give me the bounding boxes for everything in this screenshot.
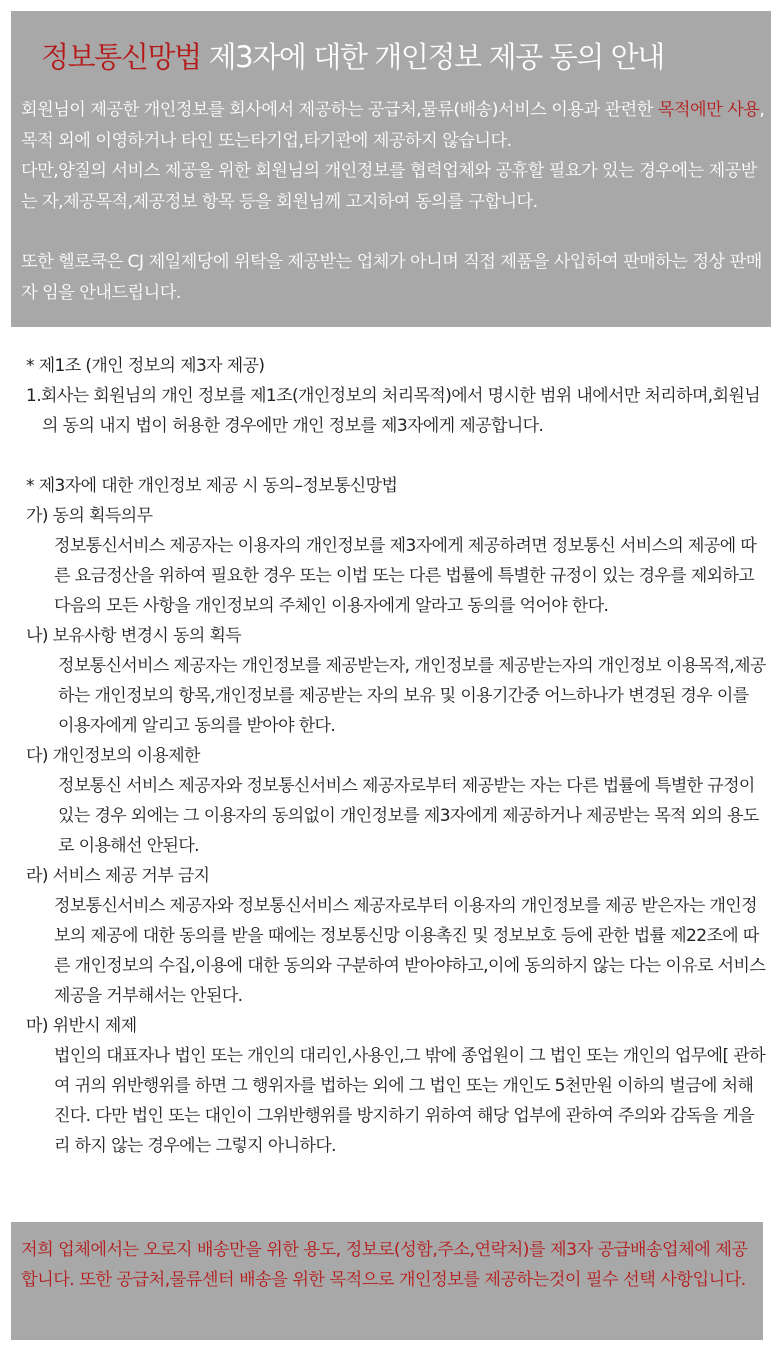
header-paragraph-1 (21, 95, 769, 156)
consent-item-text: 법인의 대표자나 법인 또는 개인의 대리인,사용인,그 밖에 종업원이 그 법인 또는 개인의 업무에[ 관하여 귀의 위반행위를 하면 그 행위자를 법하는 외에 그 법인 또는 개인도 5천만원 이하의 벌금에 처해진다. 다만 법인 또는 대인이 그위반행위를 방지하기 위하여 해당 업부에 관하여 주의와 감독을 게을리 하지 않는 경우에는 그렇지 아니하다. (54, 1046, 765, 1156)
footer-notice-text: 저희 업체에서는 오로지 배송만을 위한 용도, 정보로(성함,주소,연락처)를 제3자 공급배송업체에 제공합니다. 또한 공급처,물류센터 배송을 위한 목적으로 개인정보를 제공하는것이 필수 선택 사항입니다. (21, 1240, 748, 1290)
page-title (41, 35, 664, 76)
consent-item-text: 정보통신서비스 제공자는 이용자의 개인정보를 제3자에게 제공하려면 정보통신 서비스의 제공에 따른 요금정산을 위하여 필요한 경우 또는 이법 또는 다른 법률에 특별한 규정이 있는 경우를 제외하고 다음의 모든 사항을 개인정보의 주체인 이용자에게 알라고 동의를 억어야 한다. (54, 536, 757, 616)
consent-item-text: 정보통신서비스 제공자는 개인정보를 제공받는자, 개인정보를 제공받는자의 개인정보 이용목적,제공하는 개인정보의 항목,개인정보를 제공받는 자의 보유 및 이용기간중 어느하나가 변경된 경우 이를 이용자에게 알리고 동의를 받아야 한다. (58, 656, 766, 736)
para1-highlight: 목적에만 사용 (657, 100, 760, 120)
header-notice-box (11, 11, 771, 327)
consent-item-text: 정보통신서비스 제공자와 정보통신서비스 제공자로부터 이용자의 개인정보를 제공 받은자는 개인정보의 제공에 대한 동의를 받을 때에는 정보통신망 이용촉진 및 정보보호 등에 관한 법률 제22조에 따른 개인정보의 수집,이용에 대한 동의와 구분하여 받아야하고,이에 동의하지 않는 다는 이유로 서비스 제공을 거부해서는 안된다. (54, 896, 766, 1006)
footer-notice-box (11, 1222, 763, 1340)
header-paragraph-2: 다만,양질의 서비스 제공을 위한 회원님의 개인정보를 협력업체와 공휴할 필요가 있는 경우에는 제공받는 자,제공목적,제공정보 항목 등을 회원님께 고지하여 동의를 구합니다. (21, 161, 757, 212)
policy-content (26, 351, 766, 1161)
title-rest: 제3자에 대한 개인정보 제공 동의 안내 (200, 40, 664, 74)
consent-item-label: 마) 위반시 제제 (26, 1016, 137, 1036)
consent-item-label: 다) 개인정보의 이용제한 (26, 746, 200, 766)
para1-suffix: ,목적 외에 이영하거나 타인 또는타기업,타기관에 제공하지 않습니다. (21, 100, 765, 151)
consent-item-label: 라) 서비스 제공 거부 금지 (26, 866, 210, 886)
title-accent: 정보통신망법 (41, 40, 201, 74)
consent-item-text: 정보통신 서비스 제공자와 정보통신서비스 제공자로부터 제공받는 자는 다른 법률에 특별한 규정이 있는 경우 외에는 그 이용자의 동의없이 개인정보를 제3자에게 제공하거나 제공받는 목적 외의 용도로 이용해선 안된다. (58, 776, 759, 856)
article1-heading: * 제1조 (개인 정보의 제3자 제공) (26, 356, 265, 376)
header-paragraph-3: 또한 헬로쿡은 CJ 제일제당에 위탁을 제공받는 업체가 아니며 직접 제품을 사입하여 판매하는 정상 판매자 임을 안내드립니다. (21, 252, 762, 303)
article1-body: 1.회사는 회원님의 개인 정보를 제1조(개인정보의 처리목적)에서 명시한 범위 내에서만 처리하며,회원님의 동의 내지 법이 허용한 경우에만 개인 정보를 제3자에게 제공합니다. (26, 386, 761, 436)
consent-item-label: 가) 동의 획득의무 (26, 506, 153, 526)
consent-heading: * 제3자에 대한 개인정보 제공 시 동의–정보통신망법 (26, 476, 398, 496)
consent-item-label: 나) 보유사항 변경시 동의 획득 (26, 626, 242, 646)
para1-prefix: 회원님이 제공한 개인정보를 회사에서 제공하는 공급처,물류(배송)서비스 이용과 관련한 (21, 100, 658, 120)
header-body (21, 95, 769, 308)
